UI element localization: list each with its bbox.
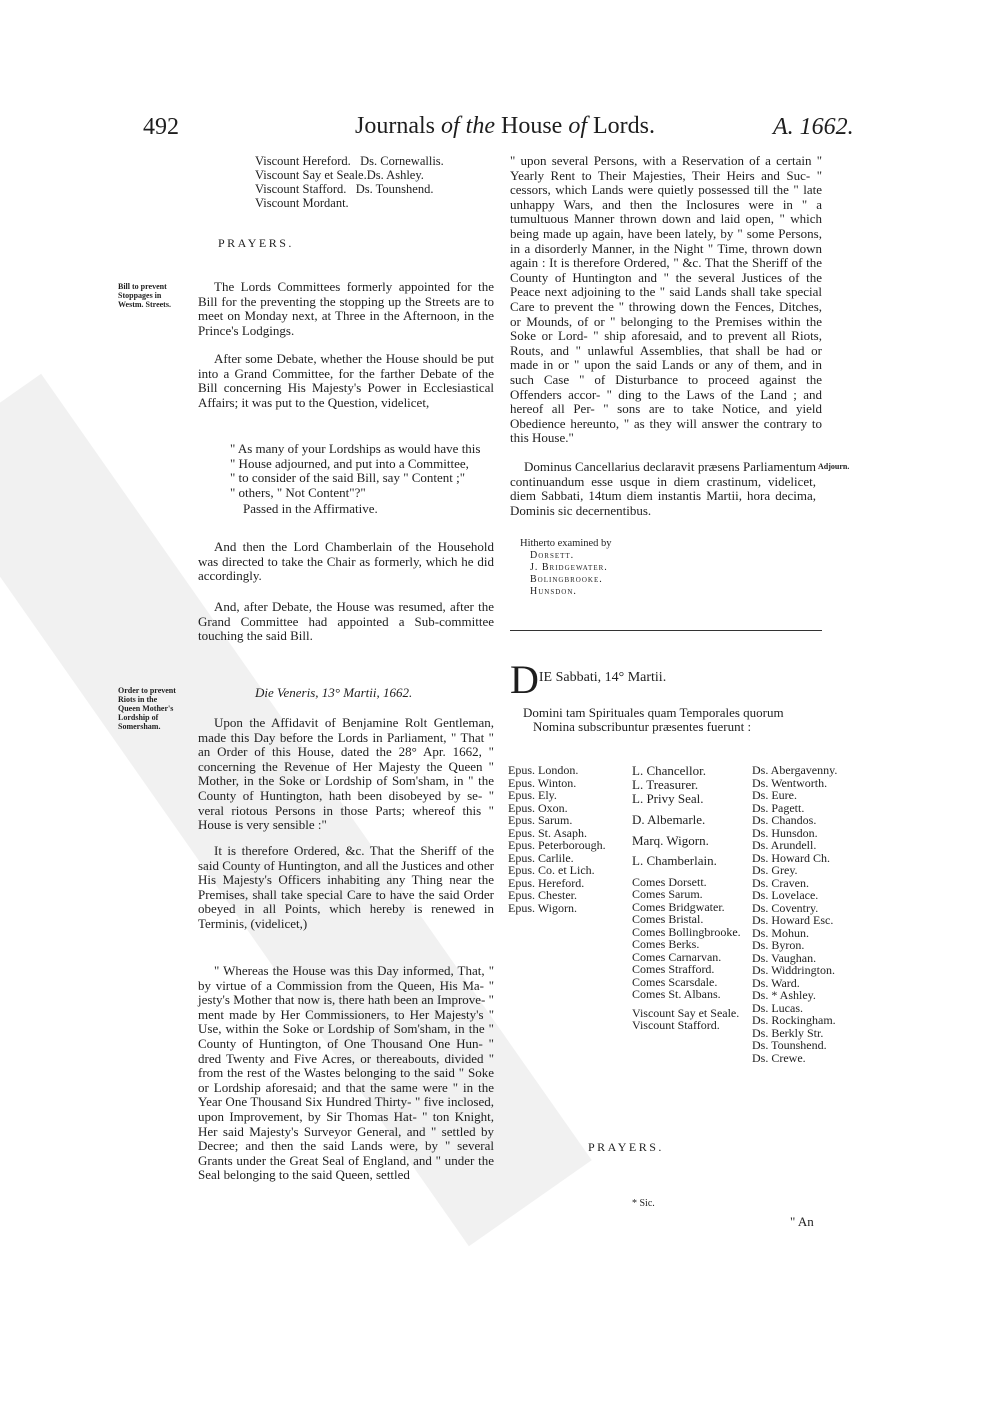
examiner: Bolingbrooke. bbox=[530, 574, 603, 585]
paragraph-committees: The Lords Committees formerly appointed for the Bill for the preventing the stopping up the Streets are to meet on Monday next, at Three in the Afternoon, in the Prince's Lodgings. bbox=[198, 279, 494, 338]
list-item: Ds. Eure. bbox=[752, 788, 797, 802]
list-item: Comes Bridgwater. bbox=[632, 899, 725, 914]
drop-cap: D bbox=[510, 657, 539, 702]
list-item: L. Chancellor. bbox=[632, 763, 707, 778]
examiner: Dorsett. bbox=[530, 550, 575, 561]
prayers-heading-2: PRAYERS. bbox=[588, 1140, 664, 1154]
list-item: Ds. Abergavenny. bbox=[752, 763, 838, 777]
paragraph-dominus: Dominus Cancellarius declaravit præsens Parliamentum continuandum esse usque in diem crastinum, videlicet, diem Sabbati, 14tum diem instantis Martii, hora decima, Dominis sic decernentibus. bbox=[510, 459, 816, 518]
list-item: Epus. Ely. bbox=[508, 788, 557, 802]
section-divider bbox=[510, 630, 822, 631]
list-item: Epus. Hereford. bbox=[508, 875, 585, 890]
list-item: Ds. Lovelace. bbox=[752, 888, 819, 902]
paragraph-debate: After some Debate, whether the House should be put into a Grand Committee, for the farther Debate of the Bill concerning His Majesty's Power in Ecclesiastical Affairs; it was put to the Question, videlicet, bbox=[198, 351, 494, 410]
footnote: * Sic. bbox=[632, 1198, 655, 1209]
list-item: Epus. Winton. bbox=[508, 775, 577, 790]
list-item: Viscount Stafford. Ds. Tounshend. bbox=[255, 182, 434, 196]
list-item: L. Privy Seal. bbox=[632, 791, 704, 806]
list-item: Comes Bristal. bbox=[632, 912, 704, 926]
domini-line-1: Domini tam Spirituales quam Temporales quorum bbox=[523, 705, 784, 720]
question-quote bbox=[230, 442, 500, 500]
list-item: Ds. Hunsdon. bbox=[752, 825, 818, 840]
list-item: Comes Bollingbrooke. bbox=[632, 924, 741, 939]
list-item: Comes Strafford. bbox=[632, 962, 715, 976]
list-item: Ds. * Ashley. bbox=[752, 988, 816, 1002]
list-item: L. Chamberlain. bbox=[632, 853, 717, 868]
list-item: Ds. Craven. bbox=[752, 875, 809, 890]
list-item: Epus. Sarum. bbox=[508, 813, 573, 827]
list-item: Epus. St. Asaph. bbox=[508, 825, 588, 840]
list-item: Ds. Widdrington. bbox=[752, 963, 835, 977]
list-item: Ds. Ward. bbox=[752, 975, 800, 990]
margin-note-riots: Order to prevent Riots in the Queen Mother's Lordship of Somersham. bbox=[118, 686, 176, 731]
list-item: Epus. Wigorn. bbox=[508, 900, 577, 915]
quote-line: " others, " Not Content"?" bbox=[230, 484, 366, 500]
list-item: Viscount Say et Seale.Ds. Ashley. bbox=[255, 168, 424, 182]
list-item: Epus. Co. et Lich. bbox=[508, 863, 595, 877]
examined-label: Hitherto examined by bbox=[520, 538, 612, 549]
list-item: Ds. Rockingham. bbox=[752, 1013, 836, 1027]
list-item: Comes Carnarvan. bbox=[632, 949, 722, 964]
list-item: Viscount Mordant. bbox=[255, 196, 349, 210]
list-item: Epus. Chester. bbox=[508, 888, 577, 902]
list-item: Ds. Mohun. bbox=[752, 925, 810, 940]
die-sabbati-heading bbox=[510, 657, 667, 702]
list-item: D. Albemarle. bbox=[632, 812, 706, 827]
list-item: Ds. Grey. bbox=[752, 863, 798, 877]
die-heading-text: IE Sabbati, 14° Martii. bbox=[538, 670, 667, 685]
attendance-top-list bbox=[255, 154, 444, 210]
list-item: Ds. Vaughan. bbox=[752, 950, 817, 965]
paragraph-upon-persons: " upon several Persons, with a Reservation of a certain " Yearly Rent to Their Majesties, Their Heirs and Suc- " cessors, which Lands were quietly possessed till the " late unhappy Wars, and then the Inclosures were in " a tumultuous Manner thrown down and laid open, " which being made up again, have been lately, by " some Persons, in a disorderly Manner, in the Night " Time, thrown down again : It is therefore Ordered, " &c. That the Sheriff of the County of Huntington and " the several Justices of the Peace next adjoining to the " said Lands shall take special Care to prevent the " throwing down the Fences, Ditches, or Mounds, of or " belonging to the Premises within the Soke or Lord- " ship aforesaid, and to prevent all Riots, Routs, and " unlawful Assemblies, that shall be had or made in or " upon the said Lands or any of them, and in such Case " of Disturbance to proceed against the Offenders accor- " ding to the Laws of the Land ; and hereof all Per- " sons are to take Notice, and yield Obedience hereunto, " as they will answer the contrary to this House." bbox=[510, 153, 822, 446]
list-item: Epus. Peterborough. bbox=[508, 838, 606, 852]
title-of: of bbox=[441, 113, 460, 139]
list-item: Ds. Byron. bbox=[752, 938, 805, 952]
list-item: Epus. London. bbox=[508, 763, 579, 777]
list-item: Ds. Coventry. bbox=[752, 900, 819, 915]
list-item: Viscount Stafford. bbox=[632, 1018, 720, 1032]
paragraph-chamberlain: And then the Lord Chamberlain of the Household was directed to take the Chair as formerly, which he did accordingly. bbox=[198, 539, 494, 584]
quote-line: " House adjourned, and put into a Committee, bbox=[230, 455, 469, 471]
list-item: Marq. Wigorn. bbox=[632, 832, 709, 848]
list-item: Ds. Howard Esc. bbox=[752, 913, 834, 927]
examiner: Hunsdon. bbox=[530, 586, 577, 597]
examined-block bbox=[520, 538, 612, 598]
paragraph-whereas: " Whereas the House was this Day informed, That, " by virtue of a Commission from the Queen, His Ma- " jesty's Mother that now is, there hath been an Improve- " ment made by Her Commissioners, to Her Majesty's " Use, within the Soke or Lordship of Som'sham, in the " County of Huntington, of One Thousand One Hun- " dred Twenty and Five Acres, or thereabouts, divided " from the rest of the Wastes belonging to the said " Soke or Lordship aforesaid; and that the same were " in the Year One Thousand Six Hundred Thirty- " five inclosed, upon Improvement, by Sir Thomas Hat- " ton Knight, Her said Majesty's Surveyor General, and " settled by Decree; and then the said Lands were, by " several Grants under the Great Seal of England, and " under the Seal belonging to the said Queen, settled bbox=[198, 963, 494, 1183]
list-item: Ds. Berkly Str. bbox=[752, 1025, 824, 1040]
margin-note-streets: Bill to prevent Stoppages in Westm. Streets. bbox=[118, 282, 171, 309]
quote-line: " As many of your Lordships as would have this bbox=[230, 441, 481, 456]
list-item: Ds. Howard Ch. bbox=[752, 850, 830, 865]
domini-line-2: Nomina subscribuntur præsentes fuerunt : bbox=[533, 719, 752, 734]
running-title bbox=[355, 113, 655, 140]
list-item: Comes Berks. bbox=[632, 937, 700, 951]
paragraph-affidavit: Upon the Affidavit of Benjamine Rolt Gentleman, made this Day before the Lords in Parliament, " That " an Order of this House, dated the 28° Apr. 1662, " concerning the Revenue of Her Majesty the Queen " Mother, in the Soke or Lordship of Som'sham, in " the County of Huntington, hath been disobeyed by se- " veral riotous Persons in those Parts; whereof this " House is very sensible :" bbox=[198, 715, 494, 833]
title-the: the bbox=[465, 113, 495, 139]
prayers-heading: PRAYERS. bbox=[218, 236, 294, 250]
list-item: Ds. Arundell. bbox=[752, 838, 817, 852]
list-item: Ds. Lucas. bbox=[752, 1000, 803, 1015]
date-veneris: Die Veneris, 13° Martii, 1662. bbox=[255, 685, 413, 700]
attendance-col-bishops bbox=[508, 764, 606, 914]
list-item: Ds. Wentworth. bbox=[752, 775, 828, 790]
quote-line: " to consider of the said Bill, say " Content ;" bbox=[230, 470, 466, 486]
list-item: Ds. Chandos. bbox=[752, 813, 817, 827]
list-item: Comes Dorsett. bbox=[632, 874, 707, 889]
page-year: A. 1662. bbox=[773, 114, 854, 140]
title-lords: Lords. bbox=[593, 113, 655, 139]
list-item: Ds. Tounshend. bbox=[752, 1038, 827, 1052]
paragraph-ordered: It is therefore Ordered, &c. That the Sheriff of the said County of Huntington, and all the Justices and other His Majesty's Officers inhabiting any Thing near the Premises, shall take special Care to have the said Order obeyed in all Points, which hereby is renewed in Terminis, (videlicet,) bbox=[198, 843, 494, 931]
list-item: Epus. Oxon. bbox=[508, 800, 568, 815]
page-number: 492 bbox=[143, 114, 179, 140]
list-item: Ds. Pagett. bbox=[752, 800, 805, 815]
list-item: Epus. Carlile. bbox=[508, 850, 574, 865]
passed-line: Passed in the Affirmative. bbox=[243, 501, 378, 516]
title-house: House bbox=[501, 113, 563, 139]
list-item: Comes Sarum. bbox=[632, 887, 703, 901]
list-item: Viscount Say et Seale. bbox=[632, 1005, 740, 1020]
title-of-2: of bbox=[568, 113, 587, 139]
paragraph-resumed: And, after Debate, the House was resumed, after the Grand Committee had appointed a Sub-committee touching the said Bill. bbox=[198, 599, 494, 644]
title-journals: Journals bbox=[355, 113, 435, 139]
list-item: L. Treasurer. bbox=[632, 777, 699, 792]
attendance-col-barons bbox=[752, 764, 837, 1064]
list-item: Comes St. Albans. bbox=[632, 987, 721, 1001]
catchword: " An bbox=[790, 1214, 814, 1229]
list-item: Viscount Hereford. Ds. Cornewallis. bbox=[255, 154, 444, 168]
attendance-col-officers bbox=[632, 764, 741, 1032]
margin-note-adjourn: Adjourn. bbox=[818, 462, 850, 471]
list-item: Comes Scarsdale. bbox=[632, 974, 718, 989]
examiner: J. Bridgewater. bbox=[530, 562, 608, 573]
list-item: Ds. Crewe. bbox=[752, 1050, 806, 1065]
